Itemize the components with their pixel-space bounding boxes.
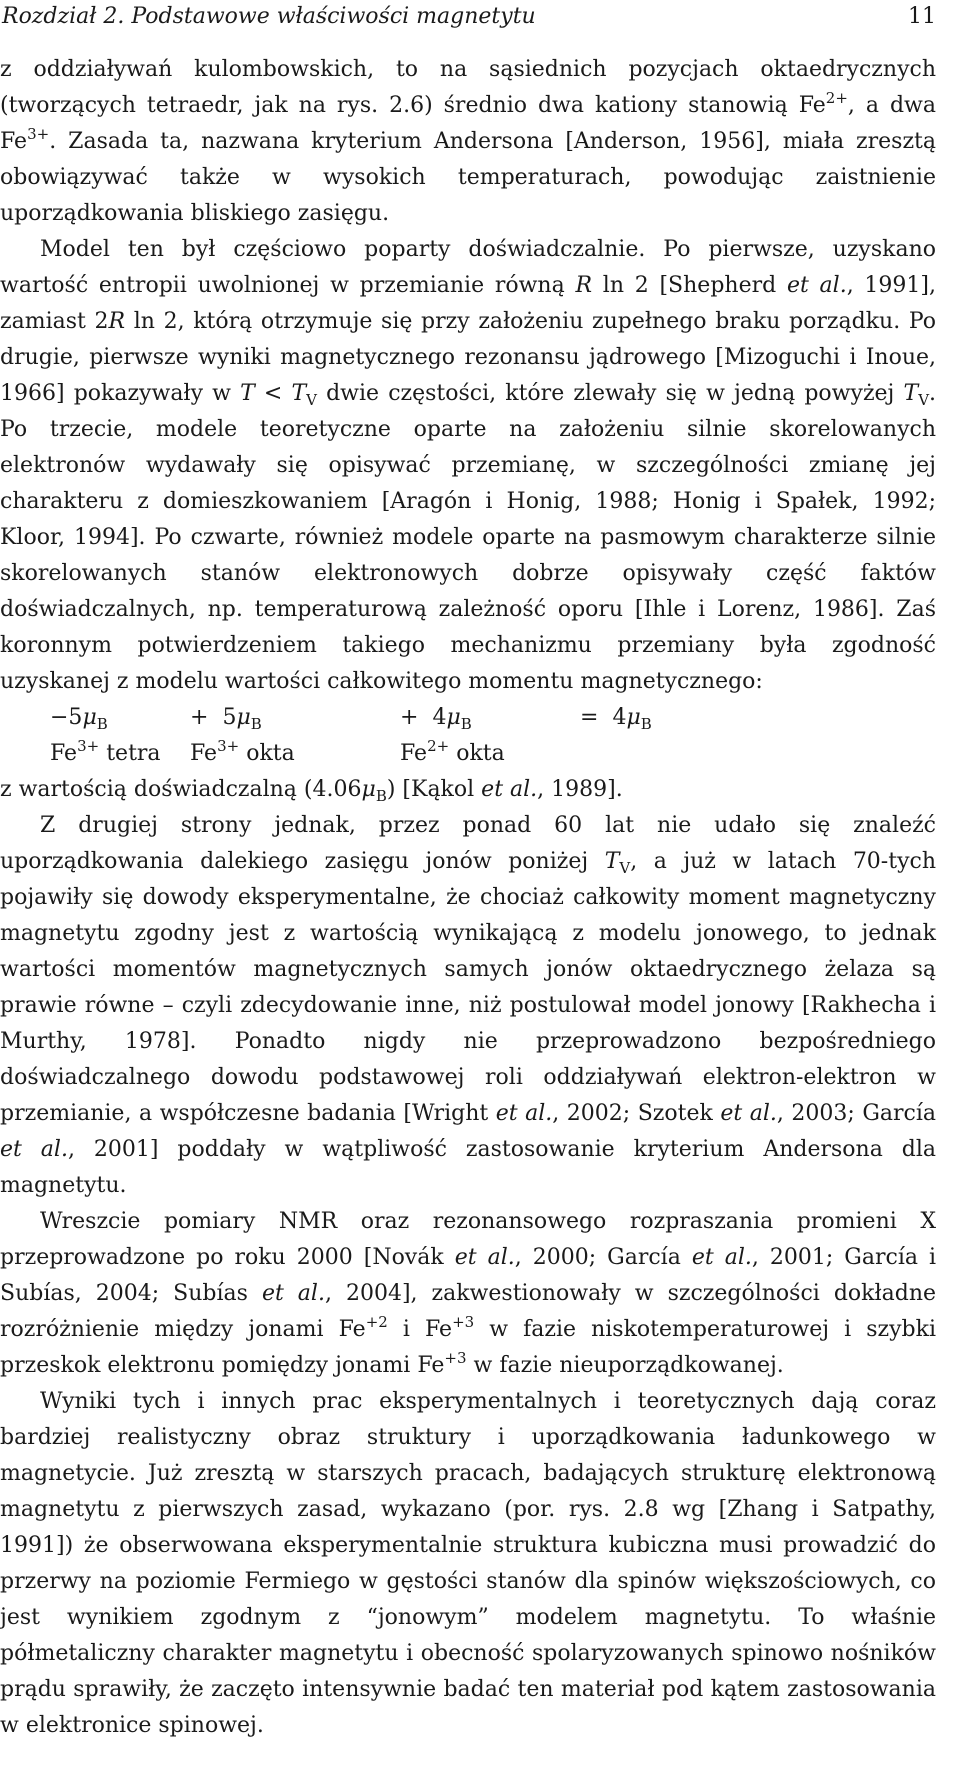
citation-etal: et al. [454,1245,515,1270]
citation-etal: et al. [261,1281,325,1306]
paragraph-2 [0,232,936,700]
subscript: V [306,391,317,409]
superscript: 3+ [27,125,50,143]
math-var: μ [361,777,376,802]
text-run: , 1991], zamiast 2 [0,273,936,334]
equation-label: $Fe^{2+}$ okta [400,737,505,766]
text-run: , a dwa Fe [0,93,936,154]
citation-etal: et al. [495,1101,553,1126]
text-run: dwie częstości, które zlewały się w jedną powyżej [316,381,904,406]
citation-etal: et al. [0,1137,68,1162]
page-number: 11 [908,4,936,29]
math-var: T [903,381,919,406]
text-run: , 2002; Szotek [552,1101,721,1126]
text-run: z oddziaływań kulombowskich, to na sąsiednich pozycjach oktaedrycznych (tworzących tetraedr, jak na rys. 2.6) średnio dwa kationy stanowią Fe [0,57,936,118]
superscript: +3 [444,1349,467,1367]
chapter-title: Rozdział 2. Podstawowe właściwości magnetytu [2,4,536,29]
paragraph-1 [0,52,936,232]
text-run: i Fe [387,1317,453,1342]
text-run: , 2000; García [514,1245,692,1270]
text-run: , 2001; García i Subías, 2004; Subías [0,1245,937,1306]
text-run: w fazie nieuporządkowanej. [466,1353,784,1378]
equation-label: $Fe^{3+}$ tetra [50,737,161,766]
superscript: +3 [452,1313,475,1331]
text-run: ) [Kąkol [386,777,482,802]
citation-etal: et al. [786,273,847,298]
subscript: V [619,859,631,877]
subscript: B [375,787,387,805]
text-run: . Po trzecie, modele teoretyczne oparte na założeniu silnie skorelowanych elektronów wydawały się opisywać przemianę, w szczególności zmianę jej charakteru z domieszkowaniem [Aragón i Honig, 1988; Honig i Spałek, 1992; Kloor, 1994]. Po czwarte, również modele oparte na pasmowym charakterze silnie skorelowanych stanów elektronowych dobrze opisywały część faktów doświadczalnych, np. temperaturową zależność oporu [Ihle i Lorenz, 1986]. Zaś koronnym potwierdzeniem takiego mechanizmu przemiany była zgodność uzyskanej z modelu wartości całkowitego momentu magnetycznego: [0,381,937,694]
running-header [0,2,936,32]
subscript: V [918,391,930,409]
math-var: T [604,849,620,874]
text-run: ln 2, którą otrzymuje się przy założeniu zupełnego braku porządku. Po drugie, pierwsze wyniki magnetycznego rezonansu jądrowego [Mizoguchi i Inoue, 1966] pokazywały w [0,309,936,406]
text-run: Model ten był częściowo poparty doświadczalnie. Po pierwsze, uzyskano wartość entropii uwolnionej w przemianie równą [0,237,936,298]
equation-term: + $4\mu_B$ [400,705,472,733]
text-run: Wreszcie pomiary NMR oraz rezonansowego rozpraszania promieni X przeprowadzone po roku 2000 [Novák [0,1209,936,1270]
math-var: T [240,381,255,406]
citation-etal: et al. [691,1245,752,1270]
text-run: < [254,381,292,406]
paragraph-3 [0,772,936,808]
math-var: R [108,309,126,334]
body-text [0,52,936,1744]
text-run: , 1989]. [537,777,623,802]
math-var: R [575,273,593,298]
paragraph-5 [0,1204,936,1384]
paragraph-4 [0,808,936,1204]
text-run: , 2003; García [776,1101,936,1126]
text-run: , 2004], zakwestionowały w szczególności dokładne rozróżnienie między jonami Fe [0,1281,937,1342]
math-var: T [291,381,307,406]
text-run: , 2001] poddały w wątpliwość zastosowanie kryterium Andersona dla magnetytu. [0,1137,937,1198]
equation-term: = $4\mu_B$ [580,705,652,733]
text-run: w fazie niskotemperaturowej i szybki przeskok elektronu pomiędzy jonami Fe [0,1317,936,1378]
equation-label: $Fe^{3+}$ okta [190,737,295,766]
citation-etal: et al. [481,777,538,802]
superscript: +2 [365,1313,388,1331]
equation-term: $-5\mu_B$ [50,705,108,733]
superscript: 2+ [825,89,848,107]
text-run: , a już w latach 70-tych pojawiły się dowody eksperymentalne, że chociaż całkowity moment magnetyczny magnetytu zgodny jest z wartością wynikającą z modelu jonowego, to jednak wartości momentów magnetycznych samych jonów oktaedrycznego żelaza są prawie równe – czyli zdecydowanie inne, niż postulował model jonowy [Rakhecha i Murthy, 1978]. Ponadto nigdy nie przeprowadzono bezpośredniego doświadczalnego dowodu podstawowej roli oddziaływań elektron-elektron w przemianie, a współczesne badania [Wright [0,849,937,1126]
text-run: z wartością doświadczalną (4.06 [0,777,362,802]
text-run: Z drugiej strony jednak, przez ponad 60 lat nie udało się znaleźć uporządkowania dalekiego zasięgu jonów poniżej [0,813,936,874]
text-run: ln 2 [Shepherd [592,273,787,298]
moment-equation [0,700,936,772]
equation-term: + $5\mu_B$ [190,705,262,733]
text-run: . Zasada ta, nazwana kryterium Andersona [Anderson, 1956], miała zresztą obowiązywać także w wysokich temperaturach, powodując zaistnienie uporządkowania bliskiego zasięgu. [0,129,936,226]
citation-etal: et al. [720,1101,777,1126]
paragraph-6: Wyniki tych i innych prac eksperymentalnych i teoretycznych dają coraz bardziej realistyczny obraz struktury i uporządkowania ładunkowego w magnetycie. Już zresztą w starszych pracach, badających strukturę elektronową magnetytu z pierwszych zasad, wykazano (por. rys. 2.8 wg [Zhang i Satpathy, 1991]) że obserwowana eksperymentalnie struktura kubiczna musi prowadzić do przerwy na poziomie Fermiego w gęstości stanów dla spinów większościowych, co jest wynikiem zgodnym z “jonowym” modelem magnetytu. To właśnie półmetaliczny charakter magnetytu i obecność spolaryzowanych spinowo nośników prądu sprawiły, że zaczęto intensywnie badać ten materiał pod kątem zastosowania w elektronice spinowej. [0,1389,936,1738]
